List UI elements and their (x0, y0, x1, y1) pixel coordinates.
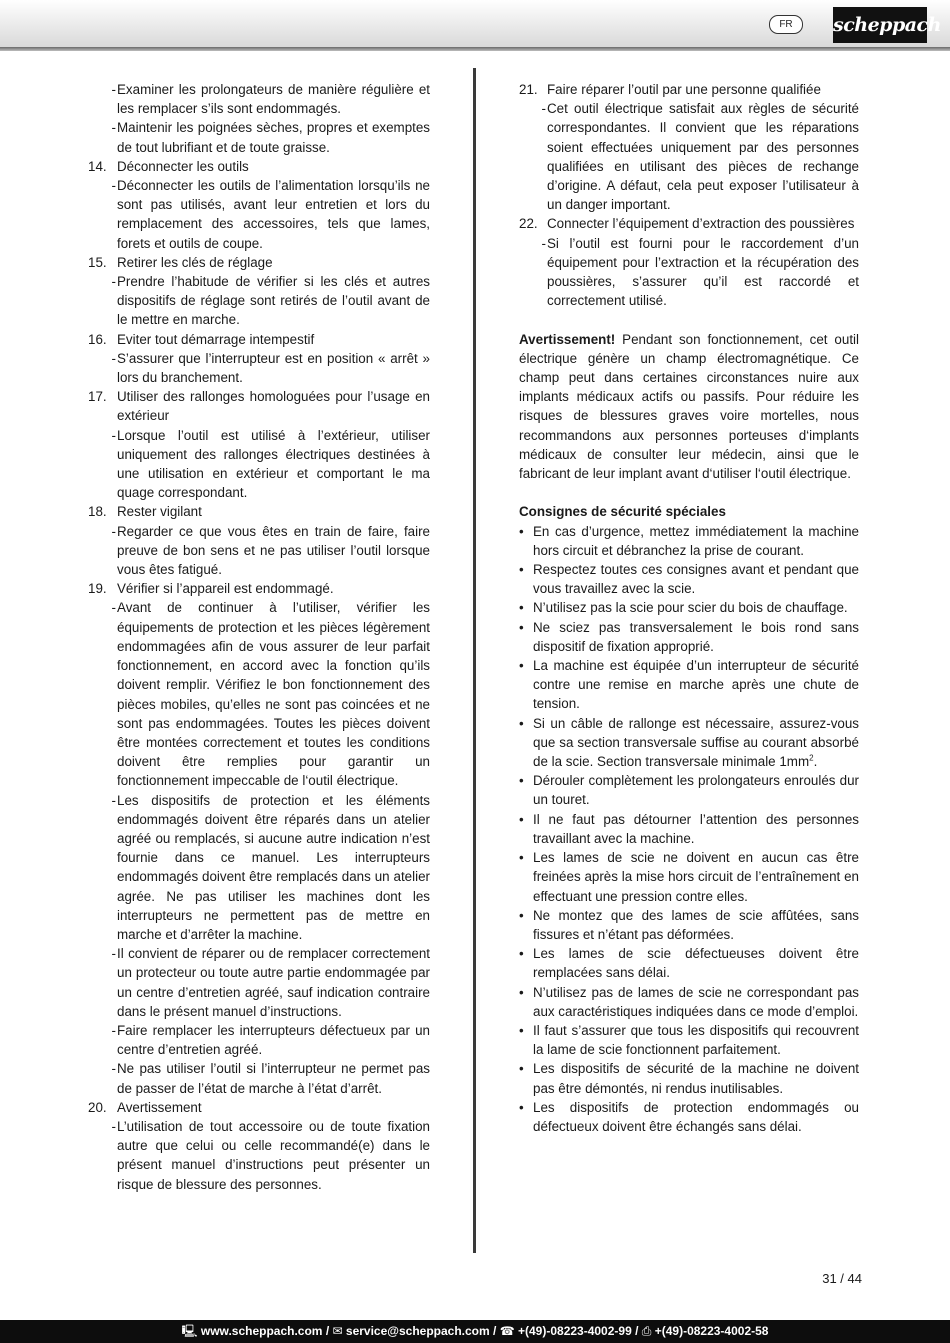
item-number: 20. (88, 1099, 107, 1115)
computer-icon: 🖳 (181, 1324, 198, 1338)
list-subitem (519, 234, 859, 311)
fax-icon: ⎙ (641, 1324, 652, 1338)
bullet-text (533, 944, 859, 982)
item-number: 15. (88, 254, 107, 270)
list-subitem (519, 99, 859, 214)
bullet-text (533, 1021, 859, 1059)
bullet-item (519, 1021, 859, 1059)
subitem-text: L’utilisation de tout accessoire ou de toute fixation autre que celui ou celle recommandé(e) dans le présent manuel d’instructions peut présenter un risque de blessure des personnes. (117, 1118, 430, 1192)
bullet-text (533, 714, 859, 772)
list-subitem (88, 944, 430, 1021)
item-title: Déconnecter les outils (117, 158, 249, 174)
bullet-text-content: Ne montez que des lames de scie affûtées, sans fissures et n’étant pas déformées. (533, 907, 859, 942)
bullet-text (533, 618, 859, 656)
warning-text: Pendant son fonctionnement, cet outil électrique génère un champ électromagnétique. Ce champ peut dans certaines circonstances nuire aux implants médicaux actifs ou passifs. Pour réduire les risques de blessures graves voire mortelles, nous recommandons aux personnes porteuses d‘implants médicaux de consulter leur médecin, ainsi que le fabricant de leur implant avant d‘utiliser l‘outil électrique. (519, 331, 859, 482)
list-subitem (88, 426, 430, 503)
item-title: Avertissement (117, 1099, 202, 1115)
numbered-item (88, 387, 430, 425)
subitem-text: Il convient de réparer ou de remplacer correctement un protecteur ou toute autre partie endommagée par un centre d’entretien agréé, sauf indication contraire dans le présent manuel d’instructions. (117, 946, 430, 1019)
bullet-marker: • (519, 1061, 524, 1077)
bullet-text-content: En cas d’urgence, mettez immédiatement la machine hors circuit et débranchez la prise de courant. (533, 523, 859, 558)
numbered-item (519, 80, 859, 99)
bullet-item (519, 714, 859, 772)
dash-marker: - (111, 350, 116, 366)
numbered-item (88, 157, 430, 176)
dash-marker: - (111, 792, 116, 808)
header-divider (0, 47, 950, 51)
dash-marker: - (111, 178, 116, 194)
item-number: 18. (88, 504, 107, 520)
list-subitem (88, 349, 430, 387)
warning-paragraph (519, 330, 859, 484)
bullet-item (519, 944, 859, 982)
item-number: 22. (519, 216, 538, 232)
bullet-text-content: Les lames de scie ne doivent en aucun cas être freinées après la mise hors circuit de l’entraînement en effectuant une pression contre elles. (533, 850, 859, 904)
brand-logo: scheppach (833, 7, 927, 43)
bullet-text (533, 1098, 859, 1136)
right-column (519, 80, 859, 1136)
item-title: Connecter l’équipement d’extraction des poussières (547, 216, 855, 232)
bullet-text (533, 598, 859, 617)
list-subitem (88, 791, 430, 945)
dash-marker: - (111, 1061, 116, 1077)
item-title: Vérifier si l’appareil est endommagé. (117, 581, 334, 597)
bullet-text-content: Dérouler complètement les prolongateurs enroulés dur un touret. (533, 773, 859, 808)
bullet-text-content: Les lames de scie défectueuses doivent être remplacées sans délai. (533, 946, 859, 981)
item-number: 17. (88, 389, 107, 405)
dash-marker: - (541, 235, 546, 251)
bullet-text (533, 656, 859, 714)
dash-marker: - (111, 946, 116, 962)
bullet-marker: • (519, 600, 524, 616)
bullet-item (519, 598, 859, 617)
subitem-text: Déconnecter les outils de l’alimentation lorsqu’ils ne sont pas utilisés, avant leur entretien et lors du remplacement des accessoires, tels que lames, forets et outils de coupe. (117, 178, 430, 251)
bullet-item (519, 848, 859, 906)
bullet-marker: • (519, 715, 524, 731)
bullet-text-content: Respectez toutes ces consignes avant et pendant que vous travaillez avec la scie. (533, 562, 859, 597)
bullet-item (519, 810, 859, 848)
numbered-item (88, 330, 430, 349)
bullet-marker: • (519, 619, 524, 635)
bullet-text-content: Il ne faut pas détourner l’attention des personnes travaillant avec la machine. (533, 811, 859, 846)
list-subitem (88, 1059, 430, 1097)
dash-marker: - (541, 101, 546, 117)
bullet-text-content: N’utilisez pas de lames de scie ne correspondant pas aux caractéristiques indiquées dans ce mode d’emploi. (533, 984, 859, 1019)
bullet-item (519, 1098, 859, 1136)
bullet-marker: • (519, 562, 524, 578)
bullet-item (519, 1059, 859, 1097)
bullet-text (533, 771, 859, 809)
dash-marker: - (111, 523, 116, 539)
bullet-item (519, 656, 859, 714)
section-heading: Consignes de sécurité spéciales (519, 504, 726, 520)
bullet-text-content: Les dispositifs de sécurité de la machine ne doivent pas être démontés, ni rendus inutilisables. (533, 1061, 859, 1096)
list-subitem (88, 272, 430, 330)
footer-phone: +(49)-08223-4002-99 (518, 1324, 632, 1338)
item-title: Retirer les clés de réglage (117, 254, 273, 270)
mail-icon: ✉ (332, 1324, 343, 1338)
bullet-marker: • (519, 1022, 524, 1038)
bullet-marker: • (519, 907, 524, 923)
bullet-item (519, 906, 859, 944)
bullet-text-content: Ne sciez pas transversalement le bois rond sans dispositif de fixation approprié. (533, 619, 859, 654)
numbered-item (88, 1098, 430, 1117)
numbered-item (519, 214, 859, 233)
dash-marker: - (111, 1118, 116, 1134)
column-divider (473, 68, 476, 1253)
dash-marker: - (111, 120, 116, 136)
list-subitem (88, 176, 430, 253)
bullet-item (519, 560, 859, 598)
phone-icon: ☎ (499, 1324, 515, 1338)
bullet-marker: • (519, 658, 524, 674)
language-badge: FR (769, 15, 803, 34)
subitem-text: Maintenir les poignées sèches, propres et exemptes de tout lubrifiant et de toute graisse. (117, 120, 430, 155)
bullet-item (519, 983, 859, 1021)
dash-marker: - (111, 427, 116, 443)
subitem-text: Si l’outil est fourni pour le raccordement d’un équipement pour l’extraction et la récupération des poussières, s’assurer qu’il est raccordé et correctement utilisé. (547, 235, 859, 309)
list-subitem (88, 1021, 430, 1059)
list-subitem (88, 118, 430, 156)
bullet-text (533, 560, 859, 598)
numbered-item (88, 502, 430, 521)
bullet-marker: • (519, 1099, 524, 1115)
subitem-text: Regarder ce que vous êtes en train de faire, faire preuve de bon sens et ne pas utiliser l’outil lorsque vous êtes fatigué. (117, 523, 430, 578)
bullet-marker: • (519, 523, 524, 539)
bullet-text (533, 810, 859, 848)
bullet-marker: • (519, 850, 524, 866)
numbered-item (88, 253, 430, 272)
bullet-item (519, 771, 859, 809)
bullet-text (533, 983, 859, 1021)
subitem-text: Avant de continuer à l’utiliser, vérifier les équipements de protection et les pièces légèrement endommagées afin de vous assurer de leur parfait fonctionnement, en accord avec la fonction qu’ils doivent remplir. Vérifiez le bon fonctionnement des pièces mobiles, qu’elles ne sont pas coincées et ne sont pas endommagées. Toutes les pièces doivent être montées correctement et toutes les conditions doivent être remplies pour garantir un fonctionnement impeccable de l‘outil électrique. (117, 600, 430, 789)
list-subitem (88, 522, 430, 580)
subitem-text: Ne pas utiliser l’outil si l’interrupteur ne permet pas de passer de l’état de marche à l’état d’arrêt. (117, 1061, 430, 1096)
bullet-text-content: La machine est équipée d’un interrupteur de sécurité contre une remise en marche après une chute de tension. (533, 658, 859, 712)
dash-marker: - (111, 600, 116, 616)
bullet-marker: • (519, 811, 524, 827)
bullet-item (519, 618, 859, 656)
item-number: 21. (519, 82, 538, 97)
left-column (88, 80, 430, 1194)
list-subitem (88, 80, 430, 118)
list-subitem (88, 598, 430, 790)
dash-marker: - (111, 274, 116, 290)
bullet-text-content: Il faut s’assurer que tous les dispositifs qui recouvrent la lame de scie fonctionnent parfaitement. (533, 1022, 859, 1058)
bullet-text (533, 522, 859, 560)
page-header (0, 0, 950, 48)
item-number: 16. (88, 331, 107, 347)
bullet-text-content: Les dispositifs de protection endommagés ou défectueux doivent être échangés sans délai. (533, 1099, 859, 1134)
bullet-text (533, 1059, 859, 1097)
bullet-item (519, 522, 859, 560)
item-number: 14. (88, 158, 107, 174)
subitem-text: Lorsque l’outil est utilisé à l’extérieur, utiliser uniquement des rallonges électriques destinées à une utilisation en extérieur et comportant le ma quage correspondant. (117, 427, 430, 501)
bullet-text-content: Si un câble de rallonge est nécessaire, assurez-vous que sa section transversale suffise au courant absorbé de la scie. Section transversale minimale 1mm (533, 715, 859, 770)
page-number: 31 / 44 (822, 1271, 862, 1286)
superscript-suffix: . (813, 754, 818, 770)
dash-marker: - (111, 82, 116, 97)
footer-website[interactable]: www.scheppach.com (200, 1324, 323, 1338)
item-title: Rester vigilant (117, 504, 202, 520)
subitem-text: S’assurer que l’interrupteur est en position « arrêt » lors du branchement. (117, 350, 430, 386)
bullet-text-content: N’utilisez pas la scie pour scier du bois de chauffage. (533, 600, 848, 616)
bullet-marker: • (519, 984, 524, 1000)
list-subitem (88, 1117, 430, 1194)
subitem-text: Les dispositifs de protection et les éléments endommagés doivent être réparés dans un atelier agréé ou remplacés, si aucune autre indication n’est fournie dans ce manuel. Les interrupteurs endommagés doivent être remplacés dans un atelier agrée. Ne pas utiliser les machines dont les interrupteurs ne permettent pas de mettre en marche et d’arrêter la machine. (117, 792, 430, 942)
footer-email[interactable]: service@scheppach.com (345, 1324, 490, 1338)
subitem-text: Cet outil électrique satisfait aux règles de sécurité correspondantes. Il convient que les réparations soient effectuées uniquement par des personnes qualifiées en utilisant des pièces de rechange d’origine. A défaut, cela peut exposer l’utilisateur à un danger important. (547, 101, 859, 213)
superscript: 2 (809, 753, 814, 763)
bullet-text (533, 848, 859, 906)
bullet-marker: • (519, 773, 524, 789)
footer-contact-bar: 🖳 www.scheppach.com / ✉ service@scheppach.com / ☎ +(49)-08223-4002-99 / ⎙ +(49)-08223-4002-58 (0, 1320, 950, 1343)
item-title: Faire réparer l’outil par une personne qualifiée (547, 82, 821, 97)
warning-label: Avertissement! (519, 331, 616, 347)
item-title: Eviter tout démarrage intempestif (117, 331, 315, 347)
footer-fax: +(49)-08223-4002-58 (654, 1324, 769, 1338)
item-title: Utiliser des rallonges homologuées pour l’usage en extérieur (117, 389, 430, 424)
item-number: 19. (88, 581, 107, 597)
bullet-marker: • (519, 946, 524, 962)
subitem-text: Faire remplacer les interrupteurs défectueux par un centre d’entretien agréé. (117, 1022, 430, 1058)
subitem-text: Examiner les prolongateurs de manière régulière et les remplacer s’ils sont endommagés. (117, 82, 430, 117)
bullet-text (533, 906, 859, 944)
numbered-item (88, 579, 430, 598)
dash-marker: - (111, 1022, 116, 1038)
subitem-text: Prendre l’habitude de vérifier si les clés et autres dispositifs de réglage sont retirés de l’outil avant de le mettre en marche. (117, 274, 430, 328)
